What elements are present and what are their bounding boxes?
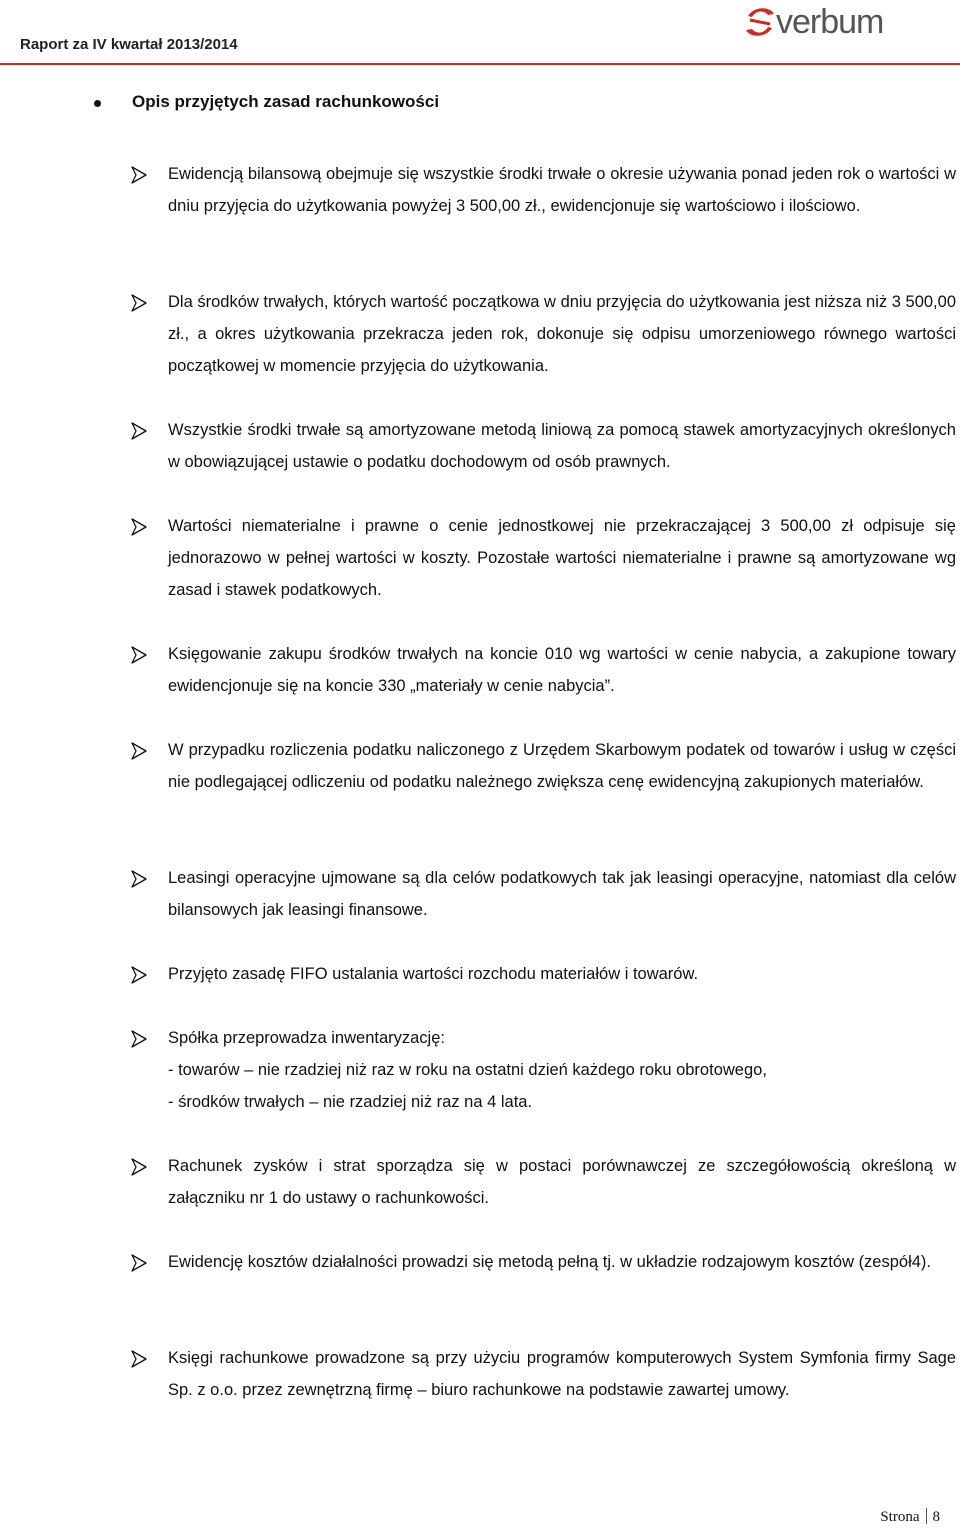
page-number: 8 — [932, 1509, 940, 1525]
list-item-text — [168, 286, 956, 382]
list-item-main-text: Ewidencją bilansową obejmuje się wszystkie środki trwałe o okresie używania ponad jeden rok o wartości w dniu przyjęcia do użytkowania powyżej 3 500,00 zł., ewidencjonuje się wartościowo i ilościowo. — [168, 165, 956, 215]
list-item-main-text: W przypadku rozliczenia podatku naliczonego z Urzędem Skarbowym podatek od towarów i usług w części nie podlegającej odliczeniu od podatku należnego zwiększa cenę ewidencyjną zakupionych materiałów. — [168, 741, 956, 791]
list-item-text — [168, 862, 956, 926]
list-item-subline: - towarów – nie rzadziej niż raz w roku na ostatni dzień każdego roku obrotowego, — [168, 1061, 767, 1079]
logo-swirl-icon — [740, 2, 780, 42]
list-item — [130, 290, 956, 382]
list-item — [130, 162, 956, 222]
arrowhead-bullet-icon — [130, 518, 148, 536]
page-header — [0, 0, 960, 66]
list-item — [130, 1346, 956, 1406]
arrowhead-bullet-icon — [130, 422, 148, 440]
list-item — [130, 1250, 956, 1278]
list-item-text — [168, 414, 956, 478]
bullet-dot-icon — [94, 100, 101, 107]
header-rule — [0, 63, 960, 65]
list-item-main-text: Dla środków trwałych, których wartość początkowa w dniu przyjęcia do użytkowania jest niższa niż 3 500,00 zł., a okres użytkowania przekracza jeden rok, dokonuje się odpisu umorzeniowego równego wartości początkowej w momencie przyjęcia do użytkowania. — [168, 293, 956, 375]
list-item-text — [168, 158, 956, 222]
footer-separator — [926, 1508, 927, 1524]
list-item-text — [168, 638, 956, 702]
list-item-text — [168, 1342, 956, 1406]
page-label: Strona — [880, 1509, 920, 1525]
list-item — [130, 738, 956, 798]
list-item-main-text: Księgi rachunkowe prowadzone są przy użyciu programów komputerowych System Symfonia firmy Sage Sp. z o.o. przez zewnętrzną firmę – biuro rachunkowe na podstawie zawartej umowy. — [168, 1349, 956, 1399]
list-item-subline: - środków trwałych – nie rzadziej niż raz na 4 lata. — [168, 1093, 533, 1111]
list-item-text — [168, 1150, 956, 1214]
arrowhead-bullet-icon — [130, 966, 148, 984]
list-item-main-text: Rachunek zysków i strat sporządza się w postaci porównawczej ze szczegółowością określoną w załączniku nr 1 do ustawy o rachunkowości. — [168, 1157, 956, 1207]
list-item — [130, 514, 956, 606]
list-item-text — [168, 958, 956, 990]
page-footer — [880, 1508, 940, 1526]
arrowhead-bullet-icon — [130, 1158, 148, 1176]
arrowhead-bullet-icon — [130, 742, 148, 760]
list-item-text — [168, 1022, 956, 1118]
arrowhead-bullet-icon — [130, 1350, 148, 1368]
arrowhead-bullet-icon — [130, 870, 148, 888]
report-title: Raport za IV kwartał 2013/2014 — [20, 36, 238, 53]
list-item-text — [168, 734, 956, 798]
list-item — [130, 866, 956, 926]
list-item — [130, 962, 956, 990]
arrowhead-bullet-icon — [130, 1254, 148, 1272]
arrowhead-bullet-icon — [130, 1030, 148, 1048]
list-item-text — [168, 510, 956, 606]
list-item — [130, 418, 956, 478]
arrowhead-bullet-icon — [130, 294, 148, 312]
list-item-main-text: Wartości niematerialne i prawne o cenie jednostkowej nie przekraczającej 3 500,00 zł odpisuje się jednorazowo w pełnej wartości w koszty. Pozostałe wartości niematerialne i prawne są amortyzowane wg zasad i stawek podatkowych. — [168, 517, 956, 599]
list-item-main-text: Leasingi operacyjne ujmowane są dla celów podatkowych tak jak leasingi operacyjne, natomiast dla celów bilansowych jak leasingi finansowe. — [168, 869, 956, 919]
list-item-main-text: Księgowanie zakupu środków trwałych na koncie 010 wg wartości w cenie nabycia, a zakupione towary ewidencjonuje się na koncie 330 „materiały w cenie nabycia”. — [168, 645, 956, 695]
list-item — [130, 1026, 956, 1118]
list-item-text — [168, 1246, 956, 1278]
arrowhead-bullet-icon — [130, 166, 148, 184]
list-item-main-text: Spółka przeprowadza inwentaryzację: — [168, 1029, 445, 1047]
arrowhead-bullet-icon — [130, 646, 148, 664]
list-item — [130, 1154, 956, 1214]
list-item-main-text: Przyjęto zasadę FIFO ustalania wartości rozchodu materiałów i towarów. — [168, 965, 699, 983]
verbum-logo — [740, 2, 883, 42]
list-item-main-text: Ewidencję kosztów działalności prowadzi się metodą pełną tj. w układzie rodzajowym kosztów (zespół4). — [168, 1253, 932, 1271]
list-item-main-text: Wszystkie środki trwałe są amortyzowane metodą liniową za pomocą stawek amortyzacyjnych określonych w obowiązującej ustawie o podatku dochodowym od osób prawnych. — [168, 421, 956, 471]
logo-text: verbum — [776, 2, 884, 41]
list-item — [130, 642, 956, 702]
section-title: Opis przyjętych zasad rachunkowości — [132, 92, 440, 111]
